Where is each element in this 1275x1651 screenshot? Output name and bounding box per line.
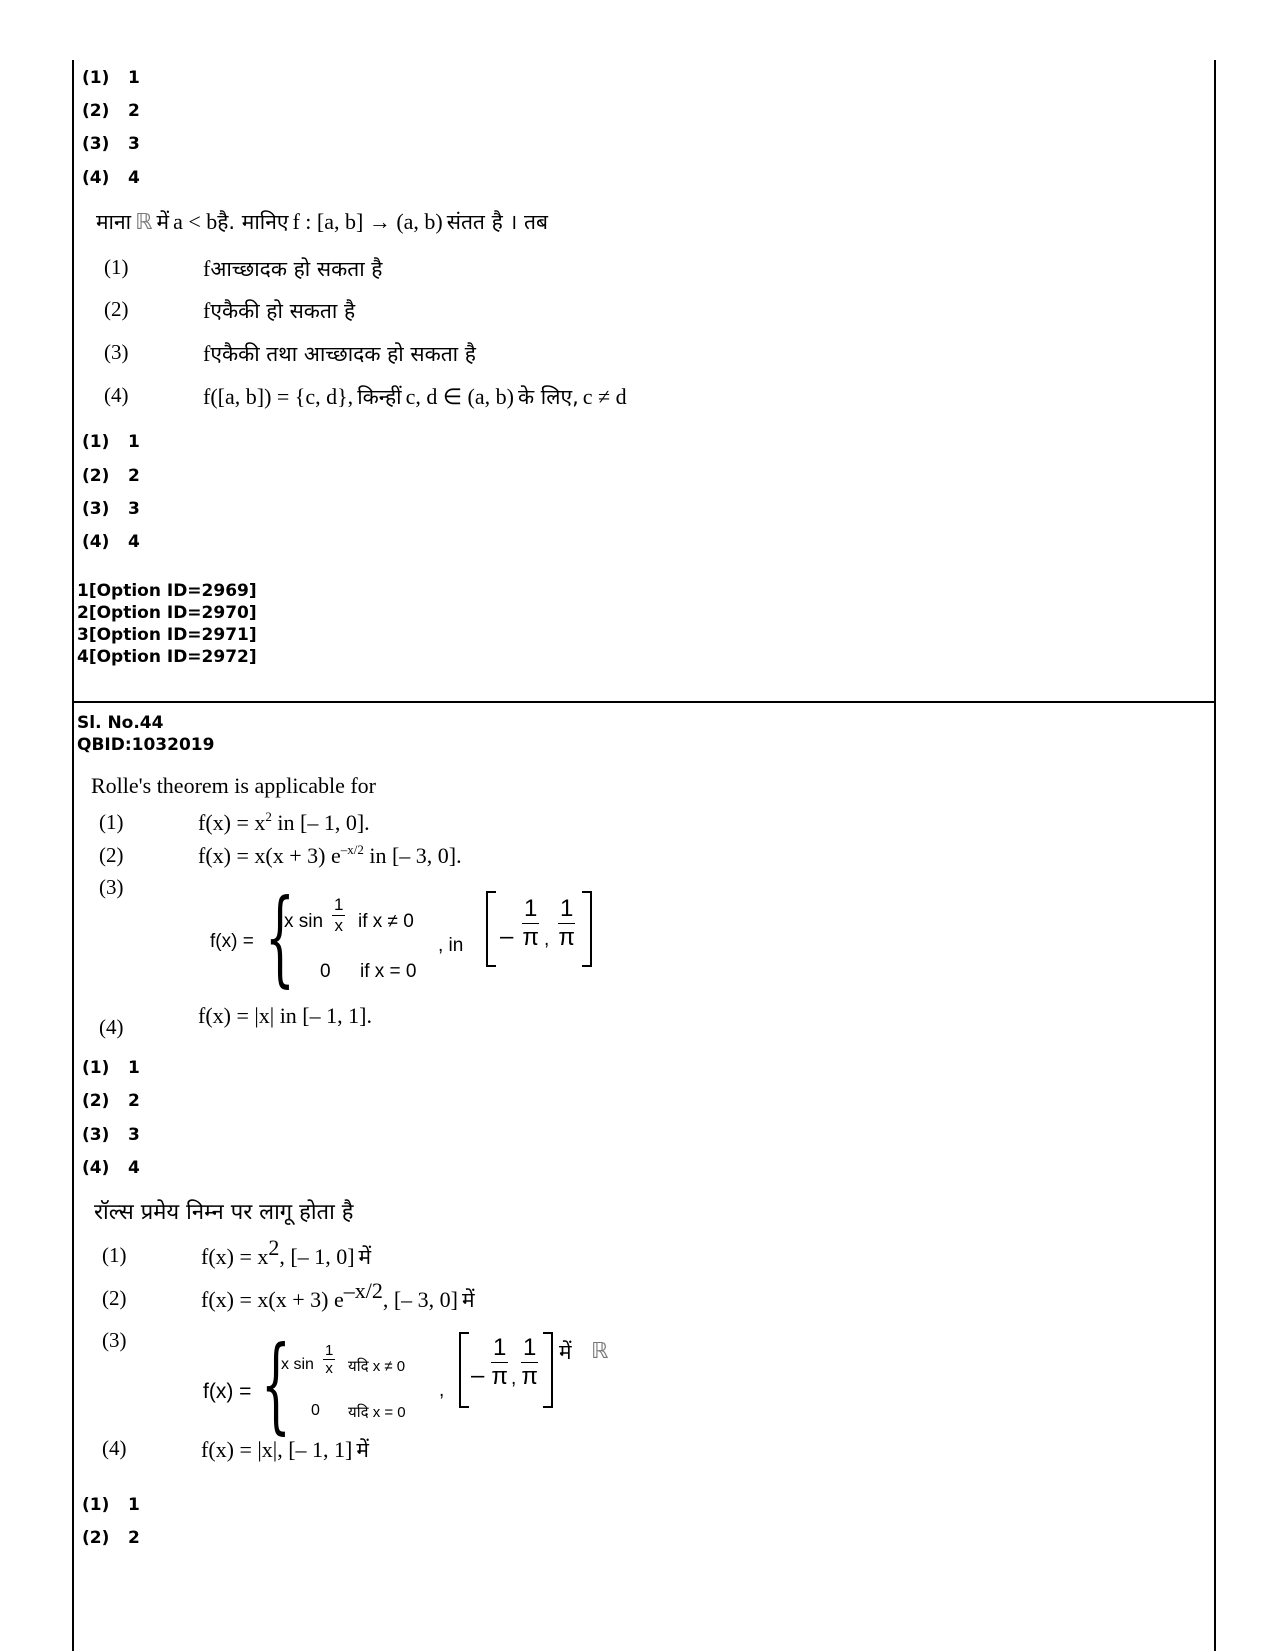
question-header (77, 712, 214, 756)
piecewise-function: f(x) = { x sin $\frac{1}{x}$ if x ≠ 0 0 if x = 0 , in – $\frac{1}{\pi}$ , $\frac{1}{\pi}$ (208, 893, 608, 993)
choice-text: f([a, b]) = {c, d}, किन्हीं c, d ∈ (a, b) के लिए, c ≠ d (203, 384, 627, 409)
choice-number: (2) (99, 843, 124, 867)
choice-number: (4) (104, 383, 129, 407)
question-stem-hindi: रॉल्स प्रमेय निम्न पर लागू होता है (94, 1200, 354, 1225)
choice-number: (2) (102, 1286, 127, 1310)
option-row: (4) 4 (82, 1158, 140, 1178)
option-row: (1) 1 (82, 432, 140, 452)
question-divider (72, 701, 1214, 703)
choice-text: fएकैकी हो सकता है (203, 298, 356, 323)
piecewise-function-hindi: f(x) = { x sin $\frac{1}{x}$ यदि x ≠ 0 0 यदि x = 0 , – $\frac{1}{\pi}$ , $\frac{1}{\pi}$ में ℝ (203, 1323, 609, 1445)
option-row: (3) 3 (82, 1125, 140, 1145)
choice-text: f(x) = x(x + 3) $e^{-x/2}$, [– 3, 0] में (201, 1278, 475, 1312)
choice-number: (3) (102, 1328, 127, 1352)
choice-number: (1) (99, 810, 124, 834)
choice-text: f(x) = |x|, [– 1, 1] में (201, 1437, 369, 1462)
option-row: (2) 2 (82, 466, 140, 486)
option-row: (2) 2 (82, 1528, 140, 1548)
option-row: (2) 2 (82, 1091, 140, 1111)
option-id: 1[Option ID=2969] (77, 581, 257, 601)
option-row: (4) 4 (82, 532, 140, 552)
question-stem: Rolle's theorem is applicable for (91, 773, 376, 798)
choice-text: f(x) = x(x + 3) $e^{-x/2}$ in [– 3, 0]. (198, 842, 462, 868)
option-id: 3[Option ID=2971] (77, 625, 257, 645)
choice-text: f(x) = |x| in [– 1, 1]. (198, 1003, 372, 1028)
option-row: (4) 4 (82, 168, 140, 188)
choice-number: (2) (104, 297, 129, 321)
option-id: 2[Option ID=2970] (77, 603, 257, 623)
option-row: (1) 1 (82, 1058, 140, 1078)
option-id-list (77, 580, 257, 668)
choice-text: $f(x) = x^2$ in [– 1, 0]. (198, 809, 370, 835)
option-row: (1) 1 (82, 68, 140, 88)
question-stem-hindi: माना ℝ में a < bहै. मानिए f : [a, b] → (a, b) संतत है । तब (96, 209, 548, 234)
option-row: (3) 3 (82, 134, 140, 154)
serial-number: Sl. No.44 (77, 713, 164, 733)
choice-number: (3) (104, 340, 129, 364)
option-row: (3) 3 (82, 499, 140, 519)
option-id: 4[Option ID=2972] (77, 647, 257, 667)
option-row: (2) 2 (82, 101, 140, 121)
choice-number: (4) (99, 1015, 124, 1039)
qbid: QBID:1032019 (77, 735, 215, 755)
choice-text: $f(x) = x^2$, [– 1, 0] में (201, 1235, 372, 1269)
option-row: (1) 1 (82, 1495, 140, 1515)
choice-number: (4) (102, 1436, 127, 1460)
choice-text: fआच्छादक हो सकता है (203, 256, 383, 281)
choice-number: (1) (104, 255, 129, 279)
choice-number: (1) (102, 1243, 127, 1267)
choice-text: fएकैकी तथा आच्छादक हो सकता है (203, 341, 476, 366)
choice-number: (3) (99, 875, 124, 899)
